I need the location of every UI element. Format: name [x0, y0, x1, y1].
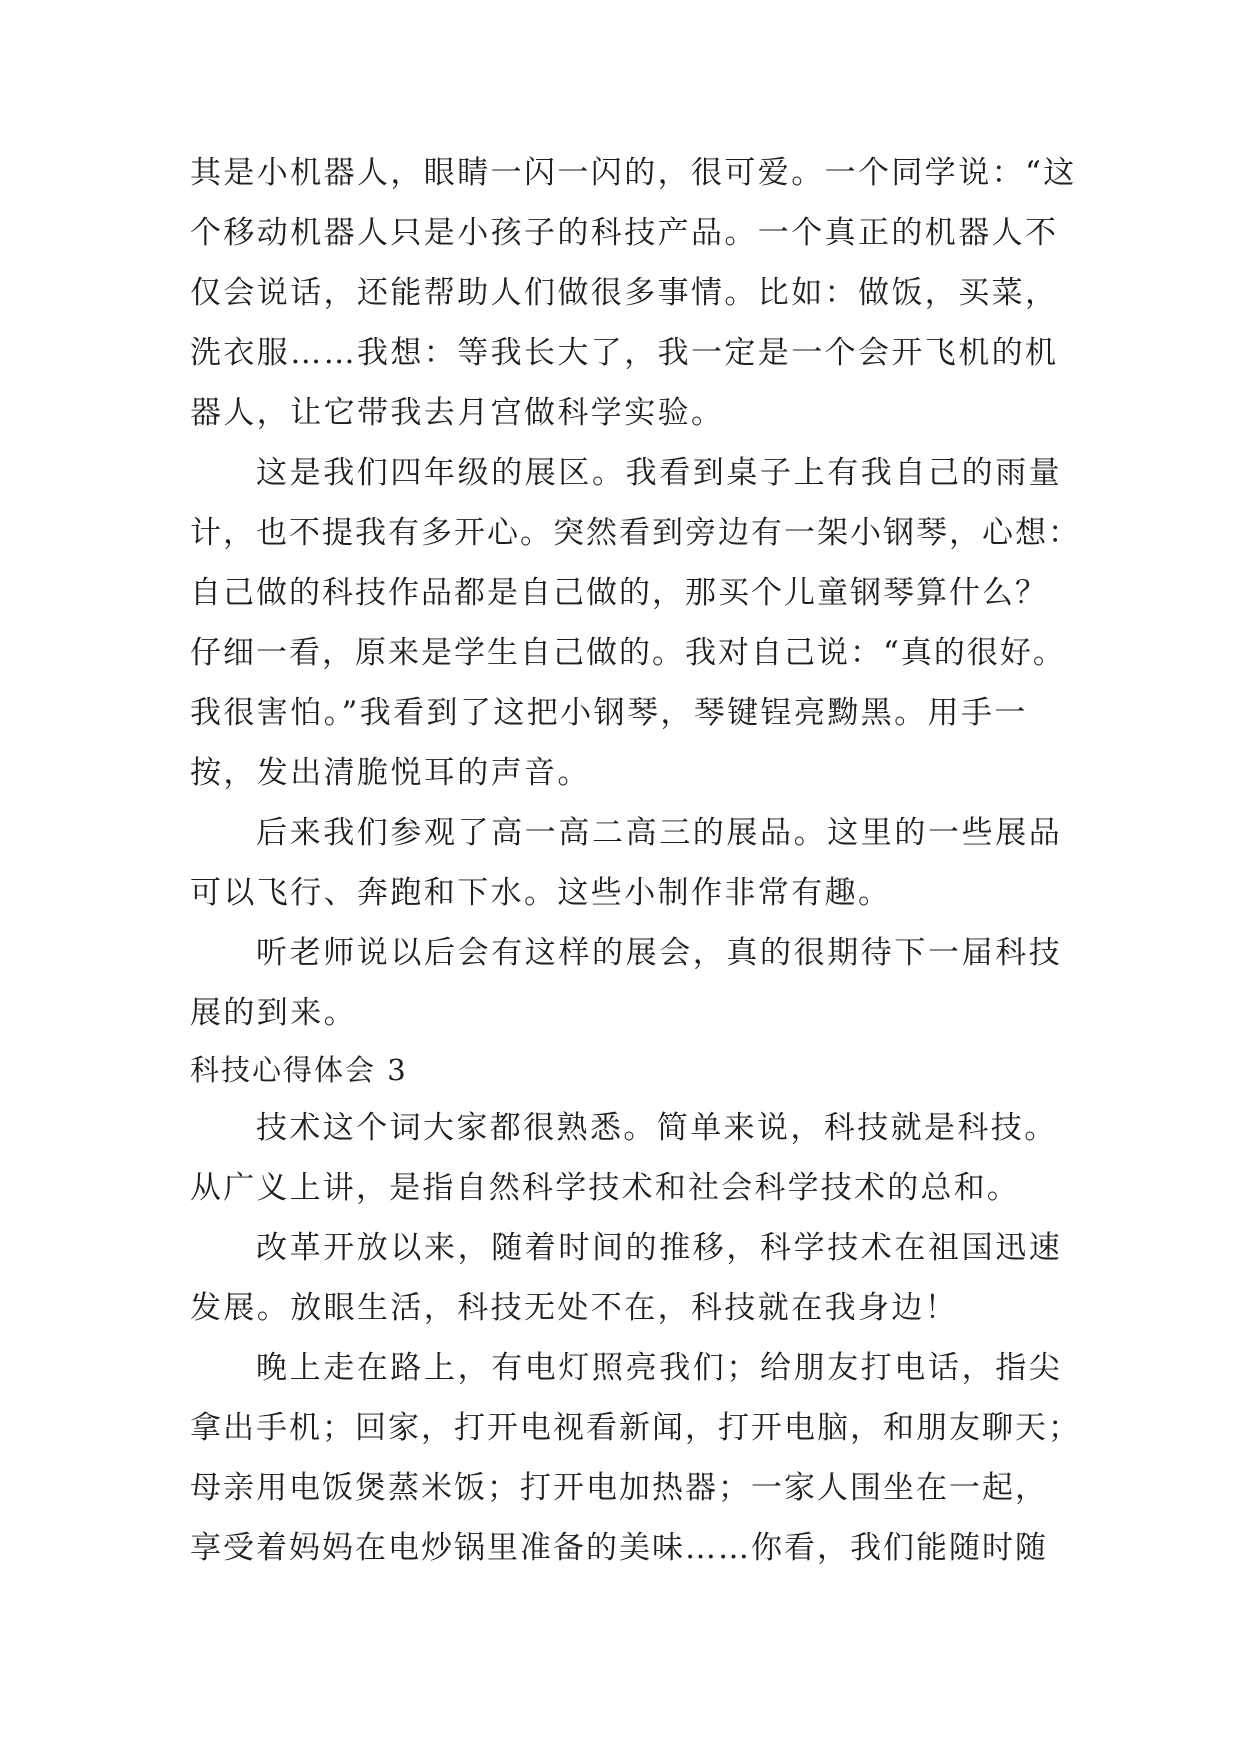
body-line-4: 洗衣服……我想：等我长大了，我一定是一个会开飞机的机 — [190, 335, 1059, 371]
body-line-9: 仔细一看，原来是学生自己做的。我对自己说：“真的很好。 — [190, 635, 1066, 671]
body-line-13: 可以飞行、奔跑和下水。这些小制作非常有趣。 — [190, 875, 892, 911]
body-line-24: 享受着妈妈在电炒锅里准备的美味……你看，我们能随时随 — [190, 1530, 1048, 1566]
body-line-8: 自己做的科技作品都是自己做的，那买个儿童钢琴算什么？ — [190, 575, 1048, 611]
body-line-3: 仅会说话，还能帮助人们做很多事情。比如：做饭，买菜， — [190, 275, 1059, 311]
section-heading: 科技心得体会 3 — [190, 1053, 408, 1087]
paragraph-start-line: 这是我们四年级的展区。我看到桌子上有我自己的雨量 — [256, 455, 1063, 491]
paragraph-start-line: 晚上走在路上，有电灯照亮我们；给朋友打电话，指尖 — [256, 1350, 1063, 1386]
body-line-23: 母亲用电饭煲蒸米饭；打开电加热器；一家人围坐在一起， — [190, 1470, 1048, 1506]
paragraph-start-line: 后来我们参观了高一高二高三的展品。这里的一些展品 — [256, 815, 1063, 851]
body-line-5: 器人，让它带我去月宫做科学实验。 — [190, 395, 725, 431]
paragraph-start-line: 听老师说以后会有这样的展会，真的很期待下一届科技 — [256, 935, 1063, 971]
paragraph-start-line: 技术这个词大家都很熟悉。简单来说，科技就是科技。 — [256, 1110, 1058, 1146]
body-line-15: 展的到来。 — [190, 995, 357, 1031]
body-line-10: 我很害怕。”我看到了这把小钢琴，琴键锃亮黝黑。用手一 — [190, 695, 1028, 731]
body-line-11: 按，发出清脆悦耳的声音。 — [190, 755, 591, 791]
body-line-7: 计，也不提我有多开心。突然看到旁边有一架小钢琴，心想： — [190, 515, 1081, 551]
paragraph-start-line: 改革开放以来，随着时间的推移，科学技术在祖国迅速 — [256, 1230, 1063, 1266]
body-line-22: 拿出手机；回家，打开电视看新闻，打开电脑，和朋友聊天； — [190, 1410, 1081, 1446]
body-line-18: 从广义上讲，是指自然科学技术和社会科学技术的总和。 — [190, 1170, 1020, 1206]
body-line-1: 其是小机器人，眼睛一闪一闪的，很可爱。一个同学说：“这 — [190, 155, 1077, 191]
body-line-20: 发展。放眼生活，科技无处不在，科技就在我身边！ — [190, 1290, 959, 1326]
body-line-2: 个移动机器人只是小孩子的科技产品。一个真正的机器人不 — [190, 215, 1059, 251]
